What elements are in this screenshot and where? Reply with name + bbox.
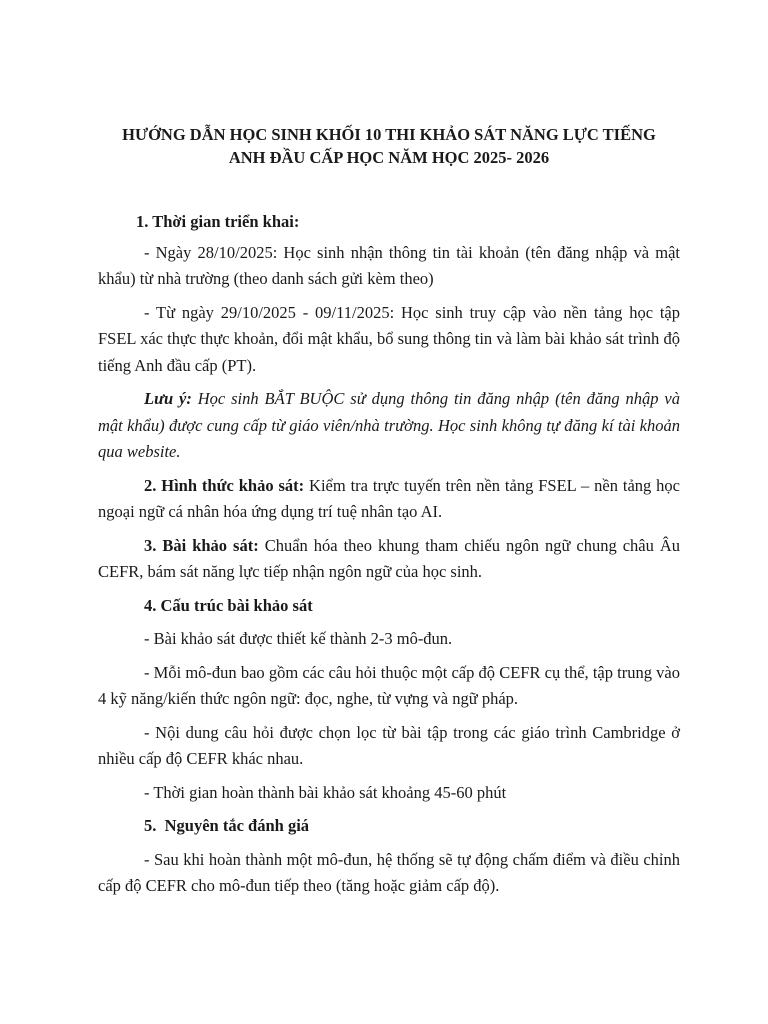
section-5-item-1: - Sau khi hoàn thành một mô-đun, hệ thống sẽ tự động chấm điểm và điều chỉnh cấp độ CEFR cho mô-đun tiếp theo (tăng hoặc giảm cấp độ). — [98, 849, 680, 895]
section-1-item-2: - Từ ngày 29/10/2025 - 09/11/2025: Học sinh truy cập vào nền tảng học tập FSEL xác thực thực khoản, đổi mật khẩu, bổ sung thông tin và làm bài khảo sát trình độ tiếng Anh đầu cấp (PT). — [98, 302, 680, 375]
section-1-item-1: - Ngày 28/10/2025: Học sinh nhận thông tin tài khoản (tên đăng nhập và mật khẩu) từ nhà trường (theo danh sách gửi kèm theo) — [98, 242, 680, 288]
section-4-item-2: - Mỗi mô-đun bao gồm các câu hỏi thuộc một cấp độ CEFR cụ thể, tập trung vào 4 kỹ năng/kiến thức ngôn ngữ: đọc, nghe, từ vựng và ngữ pháp. — [98, 662, 680, 708]
section-1-note — [98, 386, 680, 466]
note-text: Học sinh BẮT BUỘC sử dụng thông tin đăng nhập (tên đăng nhập và mật khẩu) được cung cấp từ giáo viên/nhà trường. Học sinh không tự đăng kí tài khoản qua website. — [98, 389, 680, 461]
document-page — [98, 123, 680, 900]
section-4-item-4: - Thời gian hoàn thành bài khảo sát khoảng 45-60 phút — [144, 782, 507, 802]
section-3-paragraph — [98, 533, 680, 586]
document-title — [98, 123, 680, 169]
section-2-paragraph — [98, 473, 680, 526]
section-1-heading: 1. Thời gian triển khai: — [136, 212, 300, 231]
section-4-item-1: - Bài khảo sát được thiết kế thành 2-3 mô-đun. — [144, 629, 453, 648]
document-title-line-1: HƯỚNG DẪN HỌC SINH KHỐI 10 THI KHẢO SÁT NĂNG LỰC TIẾNG — [122, 125, 656, 144]
section-5-heading: 5. Nguyên tắc đánh giá — [144, 816, 310, 835]
note-label: Lưu ý: — [144, 389, 192, 408]
document-title-line-2: ANH ĐẦU CẤP HỌC NĂM HỌC 2025- 2026 — [228, 148, 550, 167]
section-3-label: 3. Bài khảo sát: — [144, 535, 259, 555]
section-4-heading: 4. Cấu trúc bài khảo sát — [144, 595, 313, 615]
section-3-text: Chuẩn hóa theo khung tham chiếu ngôn ngữ chung châu Âu CEFR, bám sát năng lực tiếp nhận ngôn ngữ của học sinh. — [98, 535, 680, 581]
section-4-item-3: - Nội dung câu hỏi được chọn lọc từ bài tập trong các giáo trình Cambridge ở nhiều cấp độ CEFR khác nhau. — [98, 722, 680, 768]
section-2-label: 2. Hình thức khảo sát: — [144, 475, 305, 495]
section-2-text: Kiểm tra trực tuyến trên nền tảng FSEL – nền tảng học ngoại ngữ cá nhân hóa ứng dụng trí tuệ nhân tạo AI. — [98, 475, 681, 521]
